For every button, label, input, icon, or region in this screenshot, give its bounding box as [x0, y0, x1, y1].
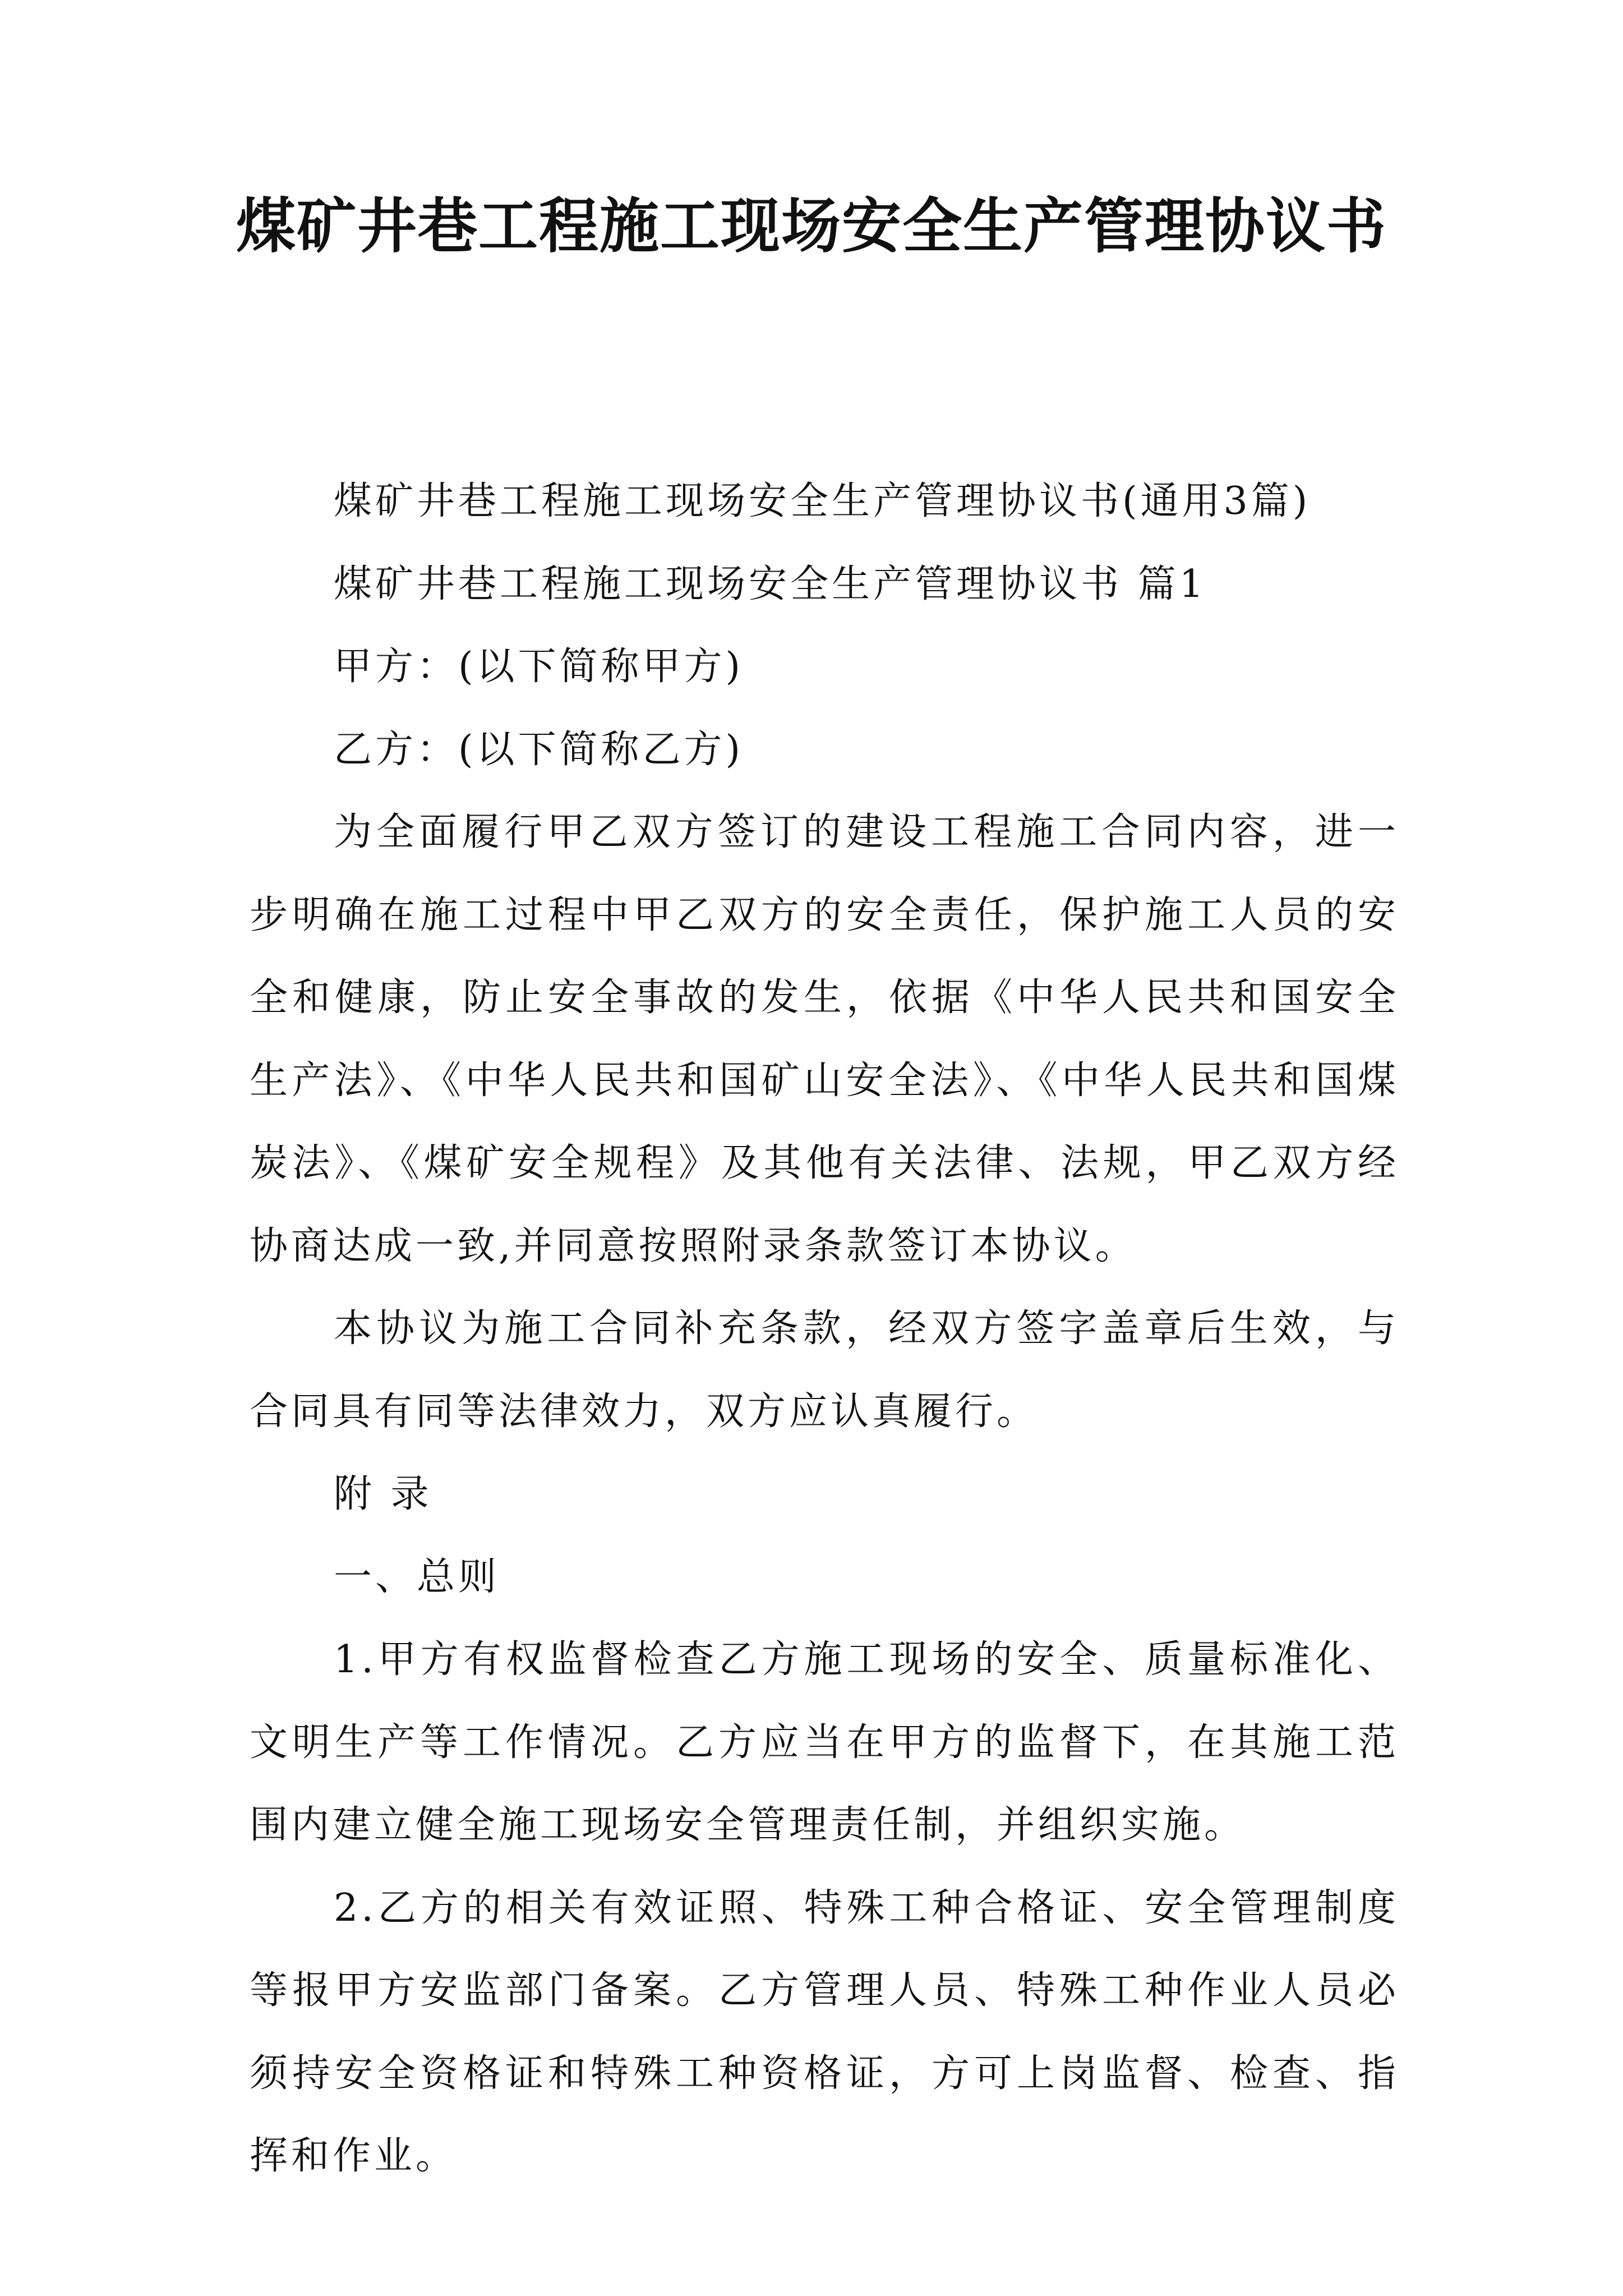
subtitle-collection: 煤矿井巷工程施工现场安全生产管理协议书(通用3篇) [334, 479, 1311, 523]
clause-1: 1.甲方有权监督检查乙方施工现场的安全、质量标准化、文明生产等工作情况。乙方应当在甲方的监督下，在其施工范围内建立健全施工现场安全管理责任制，并组织实施。 [250, 1637, 1399, 1847]
document-title: 煤矿井巷工程施工现场安全生产管理协议书 [236, 192, 1387, 261]
document-body [250, 460, 1399, 2198]
appendix-heading: 附 录 [334, 1472, 432, 1516]
section-general-heading: 一、总则 [334, 1554, 500, 1599]
clause-2: 2.乙方的相关有效证照、特殊工种合格证、安全管理制度等报甲方安监部门备案。乙方管理人员、特殊工种作业人员必须持安全资格证和特殊工种资格证，方可上岗监督、检查、指挥和作业。 [250, 1885, 1399, 2178]
party-b-line: 乙方：(以下简称乙方) [334, 727, 744, 772]
party-a-line: 甲方：(以下简称甲方) [334, 645, 744, 689]
preamble-paragraph: 为全面履行甲乙双方签订的建设工程施工合同内容，进一步明确在施工过程中甲乙双方的安全责任，保护施工人员的安全和健康，防止安全事故的发生，依据《中华人民共和国安全生产法》、《中华人民共和国矿山安全法》、《中华人民共和国煤炭法》、《煤矿安全规程》及其他有关法律、法规，甲乙双方经协商达成一致,并同意按照附录条款签订本协议。 [250, 810, 1399, 1268]
subtitle-part-1: 煤矿井巷工程施工现场安全生产管理协议书 篇1 [334, 562, 1207, 606]
effect-paragraph: 本协议为施工合同补充条款，经双方签字盖章后生效，与合同具有同等法律效力，双方应认真履行。 [250, 1306, 1399, 1434]
